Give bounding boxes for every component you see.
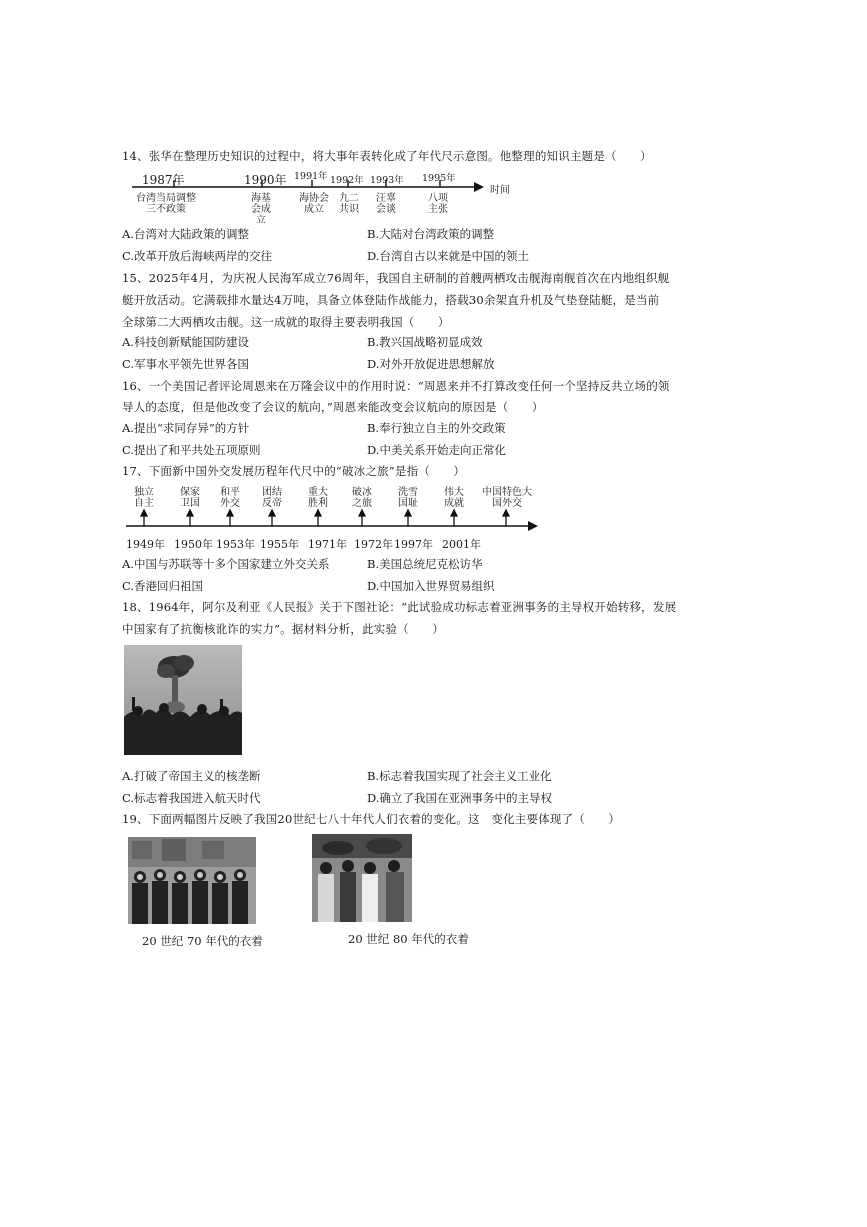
q18-option-c: C.标志着我国进入航天时代 [122,791,261,805]
q14-year-1987: 1987年 [142,173,185,187]
q14-option-a: A.台湾对大陆政策的调整 [122,227,249,241]
q17-option-d: D.中国加入世界贸易组织 [367,579,495,593]
q14-option-c: C.改革开放后海峡两岸的交往 [122,249,273,263]
q14-year-1992: 1992年 [330,175,364,186]
q17-year-1955: 1955年 [260,538,299,551]
clothing-1980s-photo-art [312,834,412,922]
q17-event-6: 破冰之旅 [352,487,372,509]
q19-stem: 19、下面两幅图片反映了我国20世纪七八十年代人们衣着的变化。这 变化主要体现了（ ） [122,812,621,826]
q14-year-1993: 1993年 [370,175,404,186]
q14-event-1987: 台湾当局调整三不政策 [136,193,196,215]
q14-event-1992: 九二共识 [339,193,359,215]
q14-event-1995: 八项主张 [428,193,448,215]
q15-stem-line-2: 艇开放活动。它满载排水量达4万吨，具备立体登陆作战能力，搭载30余架直升机及气垫登陆艇，是当前 [122,293,660,307]
q18-option-b: B.标志着我国实现了社会主义工业化 [367,769,552,783]
q15-option-a: A.科技创新赋能国防建设 [122,335,249,349]
q17-event-7: 洗雪国耻 [398,487,418,509]
q15-option-d: D.对外开放促进思想解放 [367,357,495,371]
q17-option-c: C.香港回归祖国 [122,579,204,593]
caption-1980s: 20 世纪 80 年代的衣着 [348,932,469,946]
q18-option-d: D.确立了我国在亚洲事务中的主导权 [367,791,552,805]
nuclear-test-photo [124,645,242,755]
clothing-1970s-photo [128,837,256,924]
q16-stem-line-2: 导人的态度，但是他改变了会议的航向，”周恩来能改变会议航向的原因是（ ） [122,400,544,414]
q16-option-c: C.提出了和平共处五项原则 [122,443,261,457]
q14-axis-label: 时间 [490,185,510,196]
clothing-1980s-photo [312,834,412,922]
q14-event-1990: 海基会成立 [251,193,271,226]
q17-event-9: 中国特色大国外交 [482,487,532,509]
q17-event-3: 和平外交 [220,487,240,509]
q17-year-1972: 1972年 [354,538,393,551]
q18-stem-line-1: 18、1964年，阿尔及利亚《人民报》关于下图社论：“此试验成功标志着亚洲事务的主导权开始转移，发展 [122,600,677,614]
q16-option-d: D.中美关系开始走向正常化 [367,443,506,457]
q15-option-c: C.军事水平领先世界各国 [122,357,250,371]
q14-year-1991: 1991年 [294,171,328,182]
q17-year-1997: 1997年 [394,538,433,551]
nuclear-test-photo-art [124,645,242,755]
q14-year-1990: 1990年 [244,173,287,187]
q17-stem: 17、下面新中国外交发展历程年代尺中的“破冰之旅”是指（ ） [122,464,466,478]
q16-stem-line-1: 16、一个美国记者评论周恩来在万隆会议中的作用时说：“周恩来并不打算改变任何一个坚持反共立场的领 [122,379,670,393]
q15-option-b: B.教兴国战略初显成效 [367,335,483,349]
q18-stem-line-2: 中国家有了抗衡核讹诈的实力”。据材料分析，此实验（ ） [122,622,444,636]
q14-event-1991: 海协会成立 [299,193,329,215]
q14-option-b: B.大陆对台湾政策的调整 [367,227,495,241]
q17-year-1950: 1950年 [174,538,213,551]
q17-event-4: 团结反帝 [262,487,282,509]
q18-option-a: A.打破了帝国主义的核垄断 [122,769,261,783]
q15-stem-line-3: 全球第二大两栖攻击舰。这一成就的取得主要表明我国（ ） [122,315,450,329]
q17-option-a: A.中国与苏联等十多个国家建立外交关系 [122,557,330,571]
q17-event-2: 保家卫国 [180,487,200,509]
q15-stem-line-1: 15、2025年4月，为庆祝人民海军成立76周年，我国自主研制的首艘两栖攻击舰海南舰首次在内地组织舰 [122,271,670,285]
q17-event-5: 重大胜利 [308,487,328,509]
q17-event-8: 伟大成就 [444,487,464,509]
q17-year-1971: 1971年 [308,538,347,551]
q17-option-b: B.美国总统尼克松访华 [367,557,483,571]
q14-event-1993: 汪辜会谈 [376,193,396,215]
q17-event-1: 独立自主 [134,487,154,509]
q16-option-b: B.奉行独立自主的外交政策 [367,421,506,435]
q14-year-1995: 1995年 [422,173,456,184]
q14-timeline [122,168,522,226]
q17-year-2001: 2001年 [442,538,481,551]
q14-stem: 14、张华在整理历史知识的过程中，将大事年表转化成了年代尺示意图。他整理的知识主题是（ ） [122,149,652,163]
q14-option-d: D.台湾自古以来就是中国的领土 [367,249,529,263]
q17-timeline [122,484,542,550]
clothing-1970s-photo-art [128,837,256,924]
q16-option-a: A.提出“求同存异”的方针 [122,421,250,435]
q17-year-1953: 1953年 [216,538,255,551]
q17-year-1949: 1949年 [126,538,165,551]
caption-1970s: 20 世纪 70 年代的衣着 [142,934,263,948]
